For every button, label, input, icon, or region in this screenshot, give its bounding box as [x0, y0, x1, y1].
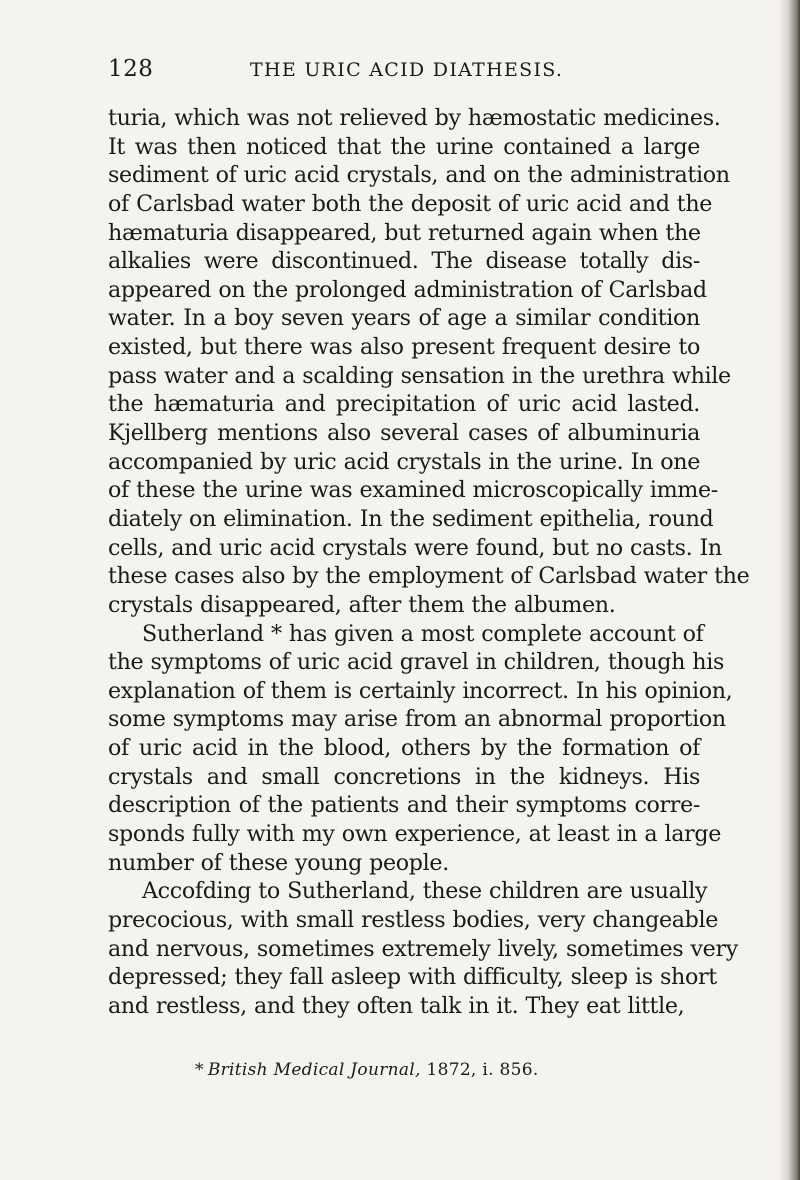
text-line: the hæmaturia and precipitation of uric acid lasted. — [108, 391, 700, 418]
footnote-citation: 1872, i. 856. — [426, 1060, 539, 1080]
running-title: THE URIC ACID DIATHESIS. — [250, 59, 564, 81]
text-line: turia, which was not relieved by hæmostatic medicines. — [108, 105, 721, 131]
text-line: water. In a boy seven years of age a similar condition — [108, 305, 700, 332]
text-line: depressed; they fall asleep with difficulty, sleep is short — [108, 964, 717, 991]
text-line: accompanied by uric acid crystals in the urine. In one — [108, 448, 700, 475]
text-line: and nervous, sometimes extremely lively, sometimes very — [108, 935, 738, 962]
paragraph — [108, 620, 733, 878]
text-line: of Carlsbad water both the deposit of uric acid and the — [108, 190, 713, 217]
text-line: Accofding to Sutherland, these children are usually — [142, 878, 708, 905]
footnote-journal: British Medical Journal, — [207, 1060, 421, 1080]
text-line: crystals and small concretions in the kidneys. His — [108, 763, 700, 790]
text-line: some symptoms may arise from an abnormal proportion — [108, 706, 726, 733]
footnote-mark: * — [195, 1060, 204, 1080]
text-line: crystals disappeared, after them the albumen. — [108, 591, 616, 618]
text-line: cells, and uric acid crystals were found, but no casts. In — [108, 534, 722, 561]
text-line: existed, but there was also present frequent desire to — [108, 334, 700, 361]
footnote — [195, 1060, 539, 1080]
paragraph — [108, 877, 738, 1020]
text-line: sediment of uric acid crystals, and on the administration — [108, 162, 730, 189]
running-head — [108, 56, 700, 96]
page-edge-shadow — [778, 0, 800, 1180]
text-line: explanation of them is certainly incorrect. In his opinion, — [108, 677, 733, 704]
text-line: and restless, and they often talk in it. They eat little, — [108, 992, 685, 1019]
text-line: alkalies were discontinued. The disease totally dis- — [108, 248, 700, 275]
text-line: precocious, with small restless bodies, very changeable — [108, 906, 719, 933]
text-line: Sutherland * has given a most complete account of — [142, 620, 704, 647]
text-line: diately on elimination. In the sediment epithelia, round — [108, 505, 714, 532]
text-line: Kjellberg mentions also several cases of albuminuria — [108, 420, 700, 447]
text-line: of uric acid in the blood, others by the formation of — [108, 735, 700, 762]
text-line: of these the urine was examined microscopically imme- — [108, 477, 718, 504]
text-line: description of the patients and their symptoms corre- — [108, 792, 700, 819]
text-line: these cases also by the employment of Carlsbad water the — [108, 563, 750, 590]
body-text — [108, 104, 750, 1021]
text-line: number of these young people. — [108, 849, 449, 876]
text-line: the symptoms of uric acid gravel in children, though his — [108, 649, 725, 676]
text-line: appeared on the prolonged administration of Carlsbad — [108, 276, 707, 303]
text-line: sponds fully with my own experience, at least in a large — [108, 821, 721, 848]
paragraph — [108, 104, 750, 620]
text-line: hæmaturia disappeared, but returned again when the — [108, 219, 701, 246]
page-number: 128 — [108, 56, 154, 82]
text-line: It was then noticed that the urine contained a large — [108, 133, 700, 160]
text-line: pass water and a scalding sensation in the urethra while — [108, 362, 731, 389]
